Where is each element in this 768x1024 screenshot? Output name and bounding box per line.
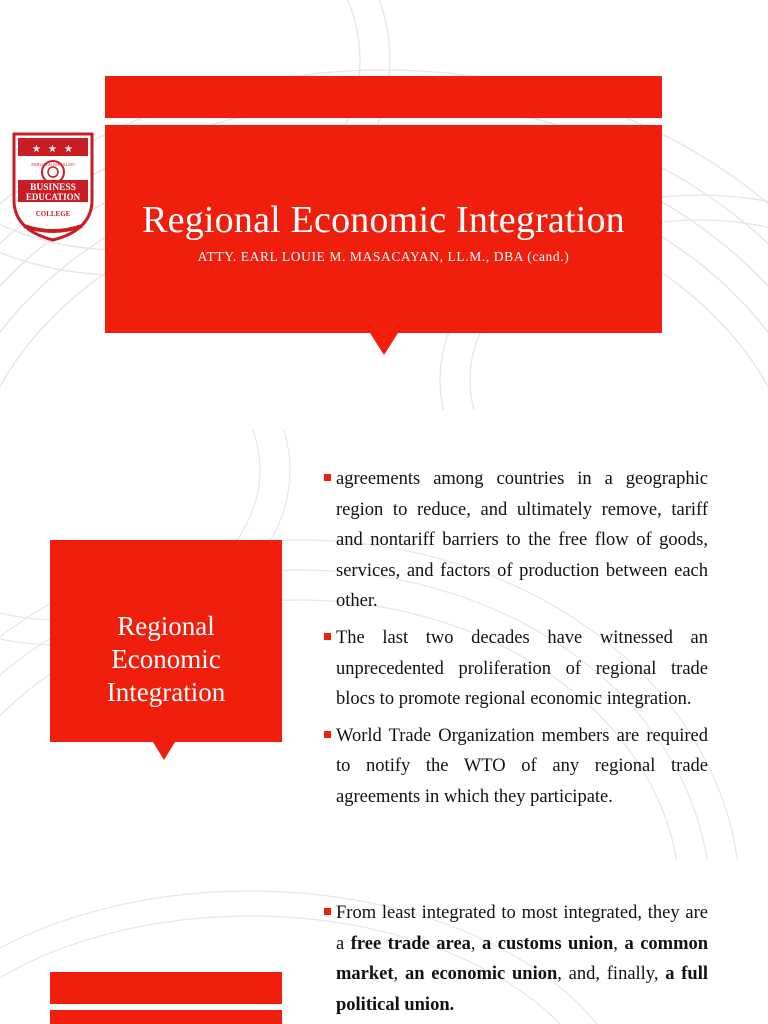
bullet-item: From least integrated to most integrated, they are a free trade area, a customs union, a common market, an economic union, and, finally, a full political union. (322, 898, 708, 1020)
svg-text:★: ★ (64, 144, 73, 155)
college-logo (10, 130, 96, 242)
integration-levels-slide (0, 876, 768, 1024)
presentation-title: Regional Economic Integration (142, 199, 625, 241)
bullet-square-icon (324, 633, 331, 640)
presenter-name: ATTY. EARL LOUIE M. MASACAYAN, LL.M., DBA (cand.) (197, 249, 570, 264)
title-top-band (105, 76, 662, 118)
bullet-square-icon (324, 908, 331, 915)
section-title: Regional Economic Integration (106, 611, 226, 707)
banner-pointer (370, 333, 398, 355)
bullet-item: The last two decades have witnessed an unprecedented proliferation of regional trade blocs to promote regional economic integration. (322, 623, 708, 715)
svg-text:COLLEGE: COLLEGE (35, 210, 71, 218)
svg-text:★: ★ (48, 144, 57, 155)
section-title-box (50, 1010, 282, 1024)
bullet-list (322, 464, 708, 819)
title-banner (105, 125, 662, 333)
section-pointer (153, 742, 175, 760)
bullet-item: agreements among countries in a geographic region to reduce, and ultimately remove, tariff and nontariff barriers to the free flow of goods, services, and factors of production between each other. (322, 464, 708, 617)
section-title-band (50, 972, 282, 1004)
svg-text:EMILIO AGUINALDO: EMILIO AGUINALDO (31, 162, 75, 167)
title-slide (0, 0, 768, 410)
definition-slide (0, 430, 768, 860)
bullet-square-icon (324, 731, 331, 738)
bullet-list (322, 898, 708, 1024)
section-title-box (50, 540, 282, 742)
bullet-square-icon (324, 474, 331, 481)
svg-text:BUSINESS: BUSINESS (30, 183, 76, 193)
svg-text:★: ★ (32, 144, 41, 155)
bullet-item: World Trade Organization members are required to notify the WTO of any regional trade agreements in which they participate. (322, 721, 708, 813)
svg-text:EDUCATION: EDUCATION (25, 192, 81, 202)
